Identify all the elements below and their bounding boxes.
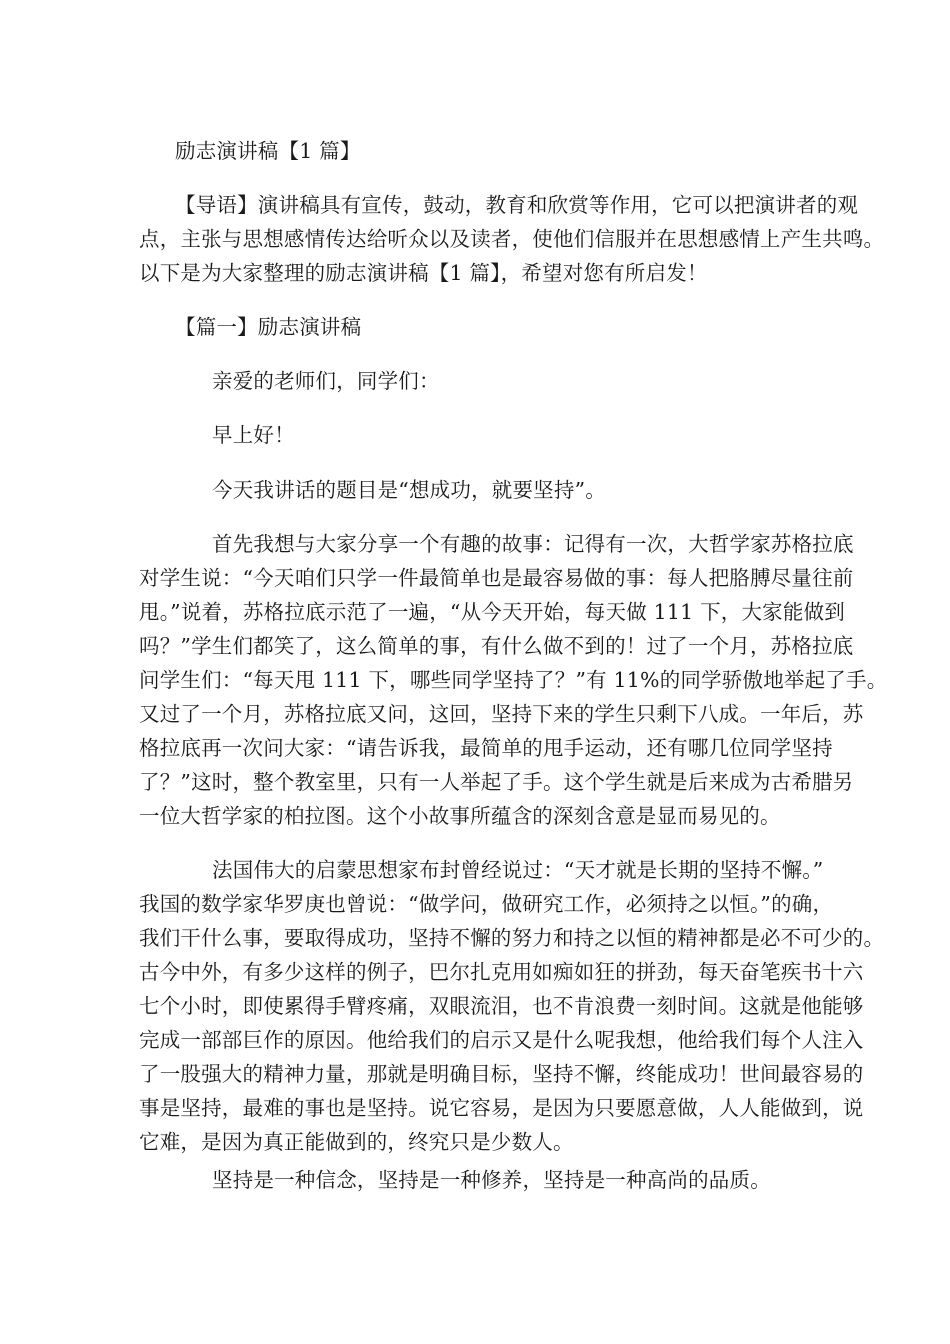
speech-topic: 今天我讲话的题目是“想成功，就要坚持”。 <box>212 478 606 502</box>
story-line-2: 对学生说：“今天咱们只学一件最简单也是最容易做的事：每人把胳膊尽量往前 <box>139 566 854 590</box>
story-line-5: 问学生们：“每天甩 111 下，哪些同学坚持了？”有 11%的同学骄傲地举起了手。 <box>139 668 888 692</box>
story-line-3: 甩。”说着，苏格拉底示范了一遍，“从今天开始，每天做 111 下，大家能做到 <box>139 600 845 624</box>
quote-line-5: 七个小时，即使累得手臂疼痛，双眼流泪，也不肯浪费一刻时间。这就是他能够 <box>139 994 864 1018</box>
morning-greeting: 早上好！ <box>212 423 295 447</box>
story-line-4: 吗？”学生们都笑了，这么简单的事，有什么做不到的！过了一个月，苏格拉底 <box>139 634 854 658</box>
story-line-9: 一位大哲学家的柏拉图。这个小故事所蕴含的深刻含意是显而易见的。 <box>139 804 781 828</box>
closing-line: 坚持是一种信念，坚持是一种修养，坚持是一种高尚的品质。 <box>212 1168 771 1192</box>
story-line-7: 格拉底再一次问大家：“请告诉我，最简单的甩手运动，还有哪几位同学坚持 <box>139 736 833 760</box>
story-line-8: 了？”这时，整个教室里，只有一人举起了手。这个学生就是后来成为古希腊另 <box>139 770 854 794</box>
quote-line-7: 了一股强大的精神力量，那就是明确目标，坚持不懈，终能成功！世间最容易的 <box>139 1062 864 1086</box>
quote-line-8: 事是坚持，最难的事也是坚持。说它容易，是因为只要愿意做，人人能做到，说 <box>139 1096 864 1120</box>
story-line-1: 首先我想与大家分享一个有趣的故事：记得有一次，大哲学家苏格拉底 <box>212 532 854 556</box>
intro-line-1: 【导语】演讲稿具有宣传，鼓动，教育和欣赏等作用，它可以把演讲者的观 <box>175 193 859 217</box>
quote-line-2: 我国的数学家华罗庚也曾说：“做学问，做研究工作，必须持之以恒。”的确， <box>139 892 834 916</box>
section-heading: 【篇一】励志演讲稿 <box>175 315 362 339</box>
quote-line-4: 古今中外，有多少这样的例子，巴尔扎克用如痴如狂的拼劲，每天奋笔疾书十六 <box>139 960 864 984</box>
story-line-6: 又过了一个月，苏格拉底又问，这回，坚持下来的学生只剩下八成。一年后，苏 <box>139 702 864 726</box>
quote-line-6: 完成一部部巨作的原因。他给我们的启示又是什么呢我想，他给我们每个人注入 <box>139 1028 864 1052</box>
greeting: 亲爱的老师们，同学们： <box>212 369 440 393</box>
intro-line-3: 以下是为大家整理的励志演讲稿【1 篇】，希望对您有所启发！ <box>139 261 708 285</box>
quote-line-3: 我们干什么事，要取得成功，坚持不懈的努力和持之以恒的精神都是必不可少的。 <box>139 926 885 950</box>
quote-line-9: 它难，是因为真正能做到的，终究只是少数人。 <box>139 1130 574 1154</box>
quote-line-1: 法国伟大的启蒙思想家布封曾经说过：“天才就是长期的坚持不懈。” <box>212 858 824 882</box>
document-title: 励志演讲稿【1 篇】 <box>175 139 361 163</box>
intro-line-2: 点，主张与思想感情传达给听众以及读者，使他们信服并在思想感情上产生共鸣。 <box>139 227 885 251</box>
